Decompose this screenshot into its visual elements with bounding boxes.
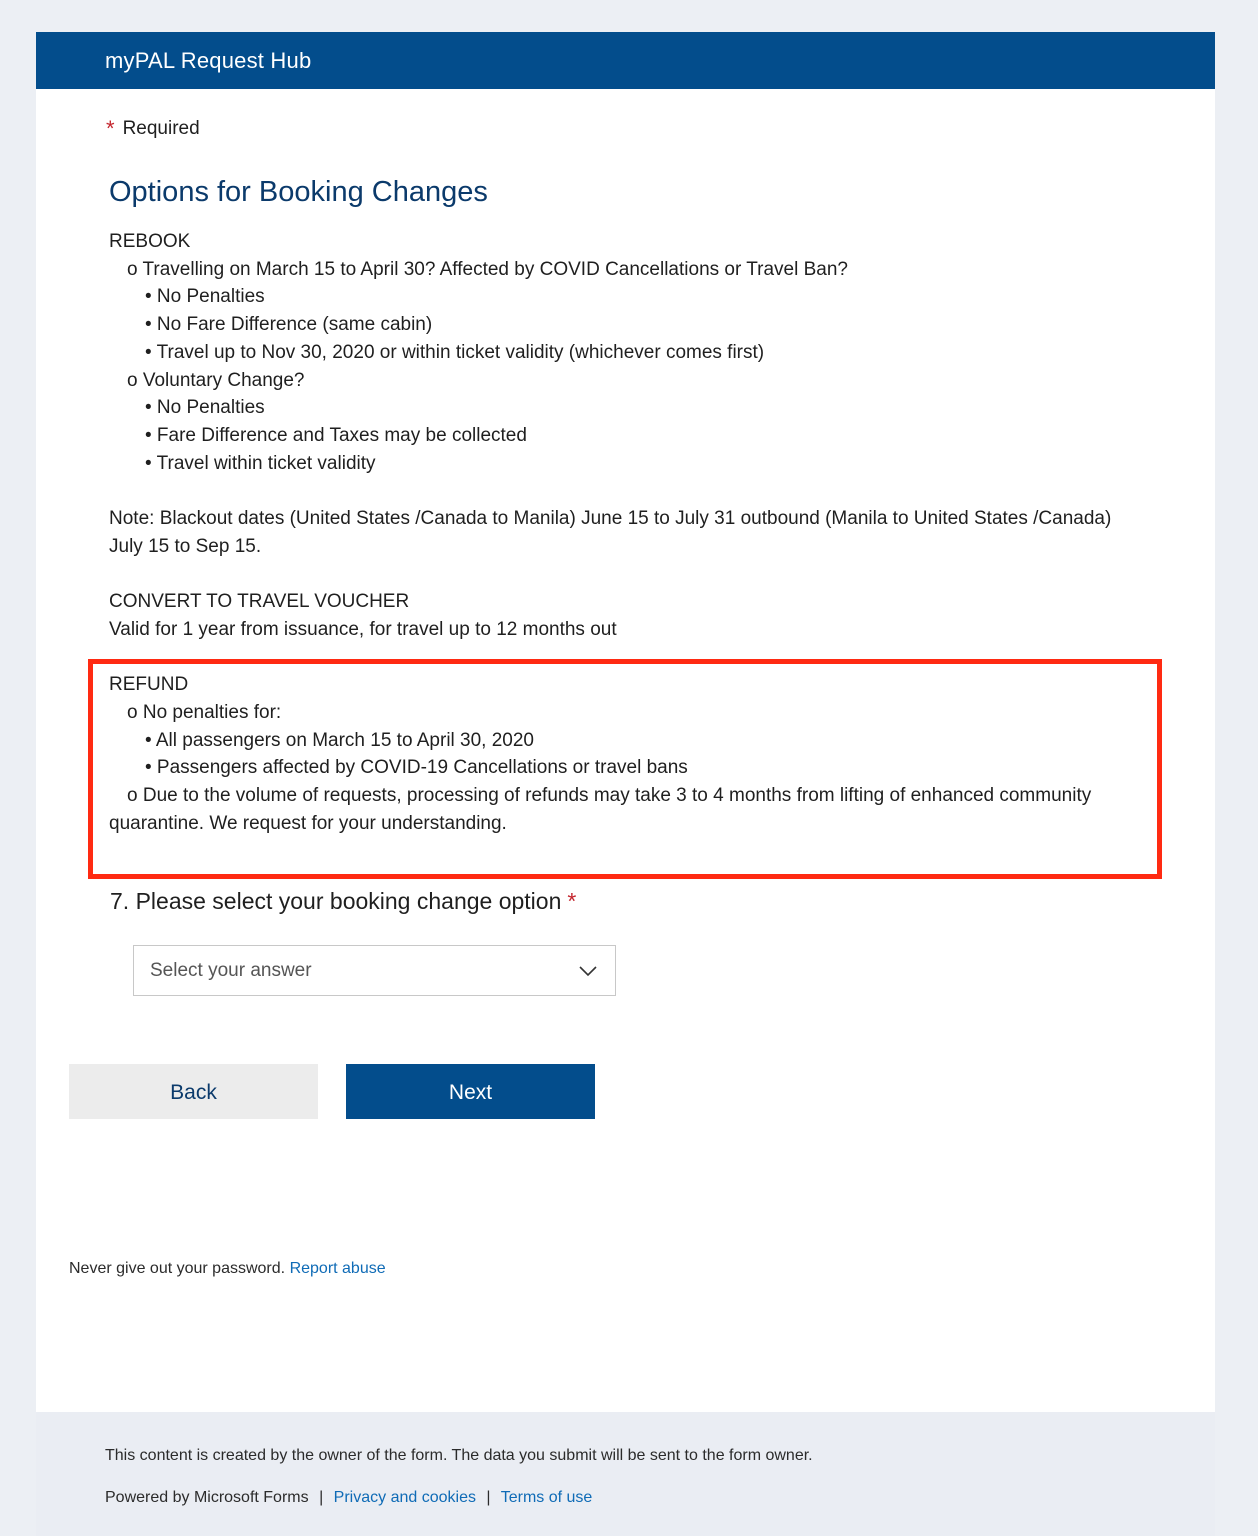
password-notice (69, 1260, 386, 1278)
required-star: * (567, 888, 577, 914)
question-text: Please select your booking change option (135, 888, 562, 914)
asterisk-icon: * (106, 116, 115, 141)
desc-line: • No Fare Difference (same cabin) (145, 314, 433, 336)
section-title: Options for Booking Changes (109, 176, 488, 208)
privacy-link[interactable]: Privacy and cookies (333, 1489, 476, 1506)
desc-line: • Passengers affected by COVID-19 Cancellations or travel bans (145, 757, 688, 779)
desc-line: o Due to the volume of requests, processing of refunds may take 3 to 4 months from lifting of enhanced community (127, 785, 1092, 807)
form-header (36, 32, 1215, 89)
desc-line: July 15 to Sep 15. (109, 535, 262, 557)
desc-line: REBOOK (109, 231, 191, 252)
desc-line: • Fare Difference and Taxes may be collected (145, 424, 527, 446)
refund-highlight-box (88, 659, 1162, 879)
footer-links (105, 1489, 592, 1507)
desc-line: • No Penalties (145, 397, 265, 419)
footer-separator: | (319, 1489, 324, 1506)
desc-line: Note: Blackout dates (United States /Canada to Manila) June 15 to July 31 outbound (Manila to United States /Canada) (109, 508, 1112, 530)
back-button[interactable]: Back (69, 1064, 318, 1119)
desc-line: o Travelling on March 15 to April 30? Affected by COVID Cancellations or Travel Ban? (127, 258, 848, 280)
desc-line: o No penalties for: (127, 701, 282, 723)
powered-by-text: Powered by Microsoft Forms (105, 1489, 309, 1506)
desc-line: • No Penalties (145, 286, 265, 308)
booking-option-select[interactable] (133, 945, 616, 996)
required-legend (106, 116, 200, 142)
desc-line: • Travel within ticket validity (145, 452, 376, 474)
desc-line: CONVERT TO TRAVEL VOUCHER (109, 591, 410, 613)
desc-line: REFUND (109, 674, 189, 696)
question-number: 7. (110, 888, 130, 914)
desc-line: quarantine. We request for your understanding. (109, 812, 507, 834)
question-title (110, 888, 576, 915)
next-button[interactable]: Next (346, 1064, 595, 1119)
required-label: Required (122, 118, 200, 139)
form-title: myPAL Request Hub (105, 48, 312, 73)
terms-link[interactable]: Terms of use (500, 1489, 593, 1506)
desc-line: • All passengers on March 15 to April 30, 2020 (145, 729, 534, 751)
form-card (36, 32, 1215, 1412)
report-abuse-link[interactable]: Report abuse (289, 1260, 386, 1277)
desc-line: Valid for 1 year from issuance, for travel up to 12 months out (109, 618, 617, 640)
page-footer (36, 1412, 1215, 1536)
select-placeholder: Select your answer (150, 960, 312, 981)
chevron-down-icon (577, 960, 599, 982)
password-note-text: Never give out your password. (69, 1260, 286, 1277)
desc-line: o Voluntary Change? (127, 369, 305, 391)
desc-line: • Travel up to Nov 30, 2020 or within ticket validity (whichever comes first) (145, 341, 765, 363)
footer-separator: | (486, 1489, 491, 1506)
footer-notice: This content is created by the owner of the form. The data you submit will be sent to the form owner. (105, 1447, 813, 1464)
